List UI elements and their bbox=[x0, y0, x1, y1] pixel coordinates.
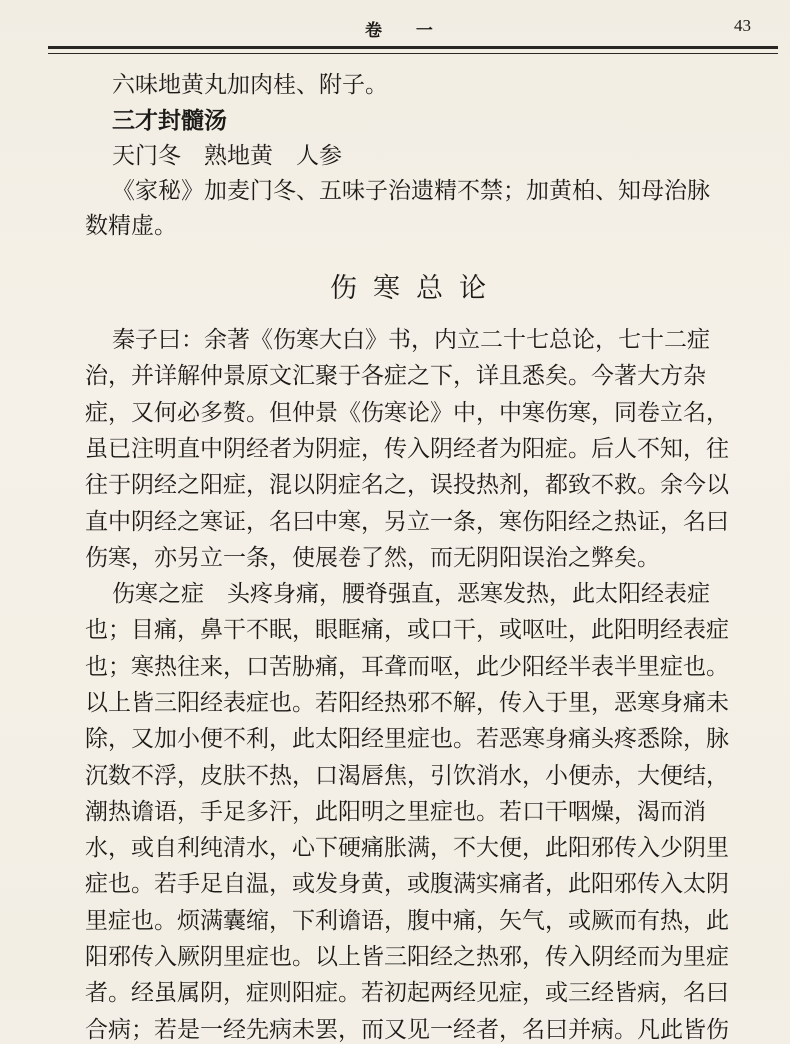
text-line: 虽已注明直中阴经者为阴症，传入阴经者为阳症。后人不知，往 bbox=[85, 435, 729, 462]
formula-ingredients: 天门冬 熟地黄 人参 bbox=[112, 143, 342, 169]
text-line: 除，又加小便不利，此太阳经里症也。若恶寒身痛头疼悉除，脉 bbox=[85, 726, 729, 753]
text-line: 合病；若是一经先病未罢，而又见一经者，名曰并病。凡此皆伤 bbox=[85, 1016, 729, 1043]
text-line: 沉数不浮，皮肤不热，口渴唇焦，引饮消水，小便赤，大便结， bbox=[85, 762, 729, 789]
text-line: 症，又何必多赘。但仲景《伤寒论》中，中寒伤寒，同卷立名， bbox=[85, 399, 729, 426]
section-title: 伤寒总论 bbox=[330, 273, 502, 304]
text-line: 伤寒之症 头疼身痛，腰脊强直，恶寒发热，此太阳经表症 bbox=[112, 581, 710, 607]
formula-line: 六味地黄丸加肉桂、附子。 bbox=[112, 72, 388, 98]
text-line: 潮热谵语，手足多汗，此阳明之里症也。若口干咽燥，渴而消 bbox=[85, 798, 706, 825]
text-line: 治，并详解仲景原文汇聚于各症之下，详且悉矣。今著大方杂 bbox=[85, 363, 706, 390]
note-line: 数精虚。 bbox=[85, 213, 177, 239]
text-line: 伤寒，亦另立一条，使展卷了然，而无阴阳误治之弊矣。 bbox=[85, 544, 660, 571]
text-line: 往于阴经之阳症，混以阴症名之，误投热剂，都致不救。余今以 bbox=[85, 472, 729, 499]
text-line: 秦子曰：余著《伤寒大白》书，内立二十七总论，七十二症 bbox=[112, 327, 710, 353]
text-line: 以上皆三阳经表症也。若阳经热邪不解，传入于里，恶寒身痛未 bbox=[85, 689, 729, 716]
text-line: 也；寒热往来，口苦胁痛，耳聋而呕，此少阳经半表半里症也。 bbox=[85, 653, 729, 680]
text-line: 里症也。烦满囊缩，下利谵语，腹中痛，矢气，或厥而有热，此 bbox=[85, 907, 729, 934]
text-line: 者。经虽属阴，症则阳症。若初起两经见症，或三经皆病，名曰 bbox=[85, 980, 729, 1007]
text-line: 直中阴经之寒证，名曰中寒，另立一条，寒伤阳经之热证，名曰 bbox=[85, 508, 729, 535]
text-line: 水，或自利纯清水，心下硬痛胀满，不大便，此阳邪传入少阴里 bbox=[85, 835, 729, 862]
note-line: 《家秘》加麦门冬、五味子治遗精不禁；加黄柏、知母治脉 bbox=[112, 178, 710, 204]
formula-name: 三才封髓汤 bbox=[112, 107, 227, 134]
text-line: 阳邪传入厥阴里症也。以上皆三阳经之热邪，传入阴经而为里症 bbox=[85, 944, 729, 970]
text-line: 症也。若手足自温，或发身黄，或腹满实痛者，此阳邪传入太阴 bbox=[85, 871, 729, 898]
chapter-title: 卷 一 bbox=[365, 21, 447, 41]
page-number: 43 bbox=[734, 16, 751, 35]
text-line: 也；目痛，鼻干不眠，眼眶痛，或口干，或呕吐，此阳明经表症 bbox=[85, 617, 729, 644]
